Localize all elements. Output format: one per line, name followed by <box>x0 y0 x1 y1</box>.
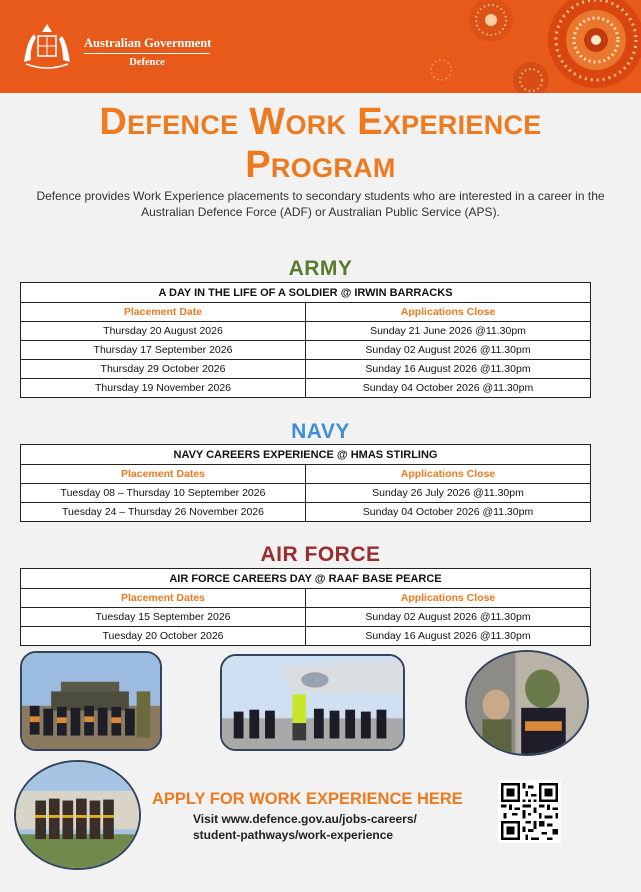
apply-link-text[interactable] <box>193 811 453 843</box>
airforce-heading: AIR FORCE <box>260 543 381 566</box>
close-cell: Sunday 21 June 2026 @11.30pm <box>306 322 591 341</box>
title-line-2: Program <box>245 144 396 186</box>
table-row <box>21 627 591 646</box>
airforce-col-close: Applications Close <box>306 589 591 608</box>
airforce-caption: AIR FORCE CAREERS DAY @ RAAF BASE PEARCE <box>21 569 591 589</box>
visit-line-1[interactable]: Visit www.defence.gov.au/jobs-careers/ <box>193 812 417 826</box>
placement-cell: Tuesday 24 – Thursday 26 November 2026 <box>21 503 306 522</box>
placement-cell: Thursday 29 October 2026 <box>21 360 306 379</box>
firefighters-photo <box>14 760 141 870</box>
army-schedule-table <box>20 282 591 398</box>
page-title <box>0 101 641 187</box>
close-cell: Sunday 02 August 2026 @11.30pm <box>306 608 591 627</box>
placement-cell: Thursday 19 November 2026 <box>21 379 306 398</box>
placement-cell: Tuesday 15 September 2026 <box>21 608 306 627</box>
close-cell: Sunday 26 July 2026 @11.30pm <box>306 484 591 503</box>
table-row <box>21 379 591 398</box>
table-row <box>21 360 591 379</box>
close-cell: Sunday 16 August 2026 @11.30pm <box>306 627 591 646</box>
table-row <box>21 608 591 627</box>
placement-cell: Thursday 17 September 2026 <box>21 341 306 360</box>
table-row <box>21 484 591 503</box>
airforce-aircraft-photo <box>220 654 405 751</box>
table-row <box>21 341 591 360</box>
airforce-schedule-table <box>20 568 591 646</box>
navy-heading: NAVY <box>291 420 350 443</box>
close-cell: Sunday 04 October 2026 @11.30pm <box>306 503 591 522</box>
placement-cell: Tuesday 20 October 2026 <box>21 627 306 646</box>
intro-text: Defence provides Work Experience placements to secondary students who are interested in a career in the Australian Defence Force (ADF) or Australian Public Service (APS). <box>36 189 605 219</box>
close-cell: Sunday 16 August 2026 @11.30pm <box>306 360 591 379</box>
title-line-1: Defence Work Experience <box>99 101 542 143</box>
header-divider <box>84 53 210 54</box>
army-caption: A DAY IN THE LIFE OF A SOLDIER @ IRWIN BARRACKS <box>21 283 591 303</box>
navy-schedule-table <box>20 444 591 522</box>
department-name: Defence <box>129 57 165 68</box>
navy-col-close: Applications Close <box>306 465 591 484</box>
close-cell: Sunday 04 October 2026 @11.30pm <box>306 379 591 398</box>
army-col-placement: Placement Date <box>21 303 306 322</box>
navy-caption: NAVY CAREERS EXPERIENCE @ HMAS STIRLING <box>21 445 591 465</box>
soldier-face-paint-photo <box>465 650 589 756</box>
army-col-close: Applications Close <box>306 303 591 322</box>
placement-cell: Tuesday 08 – Thursday 10 September 2026 <box>21 484 306 503</box>
indigenous-artwork-pattern <box>381 0 641 93</box>
placement-cell: Thursday 20 August 2026 <box>21 322 306 341</box>
government-name: Australian Government <box>84 36 212 50</box>
apply-heading: APPLY FOR WORK EXPERIENCE HERE <box>152 790 463 808</box>
army-heading: ARMY <box>288 257 353 280</box>
table-row <box>21 322 591 341</box>
header-banner <box>0 0 641 93</box>
airforce-col-placement: Placement Dates <box>21 589 306 608</box>
qr-code-icon[interactable] <box>498 780 561 843</box>
army-group-photo <box>20 651 162 751</box>
coat-of-arms-icon <box>16 22 78 72</box>
visit-line-2[interactable]: student-pathways/work-experience <box>193 828 394 842</box>
navy-col-placement: Placement Dates <box>21 465 306 484</box>
close-cell: Sunday 02 August 2026 @11.30pm <box>306 341 591 360</box>
table-row <box>21 503 591 522</box>
